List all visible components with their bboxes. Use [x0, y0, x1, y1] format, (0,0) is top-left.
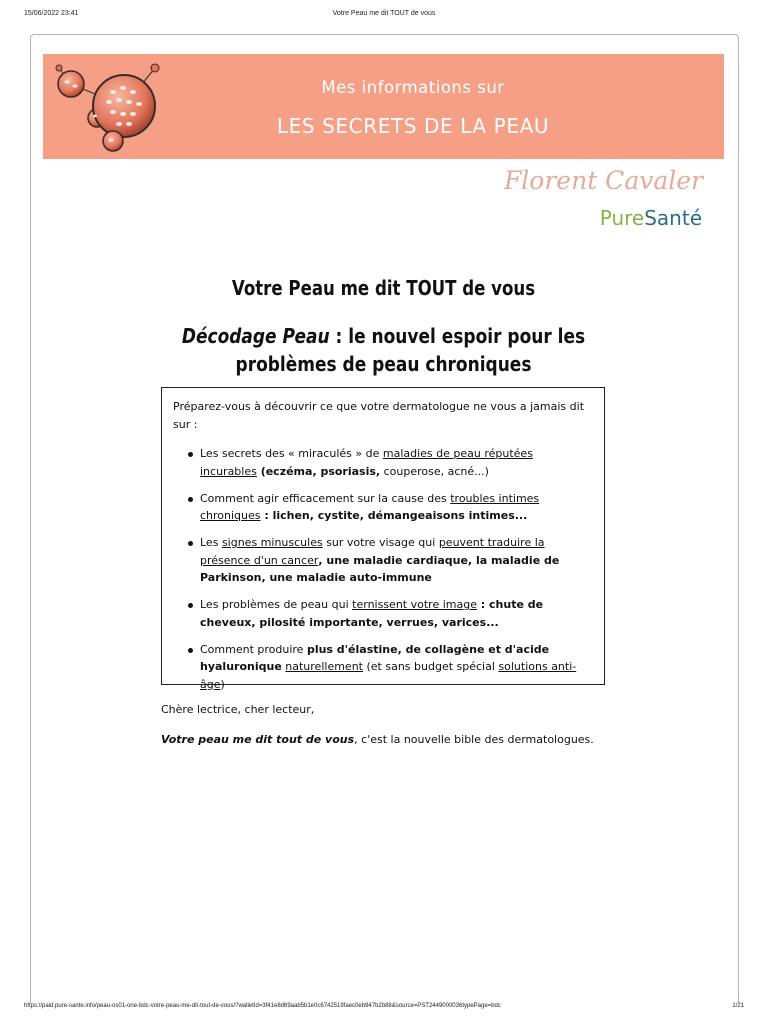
- header-banner: [43, 54, 724, 159]
- banner-subtitle: Mes informations sur: [321, 78, 505, 97]
- banner-title: LES SECRETS DE LA PEAU: [276, 114, 550, 138]
- subtitle: [94, 322, 673, 378]
- list-item: Comment produire plus d'élastine, de collagène et d'acide hyaluronique naturellement (et sans budget spécial solutions anti-âge): [173, 641, 593, 694]
- brand-part-1: Pure: [599, 206, 645, 230]
- book-title: Votre peau me dit tout de vous: [161, 733, 355, 746]
- skin-cells-illustration: [49, 62, 169, 154]
- author-signature: Florent Cavaler: [503, 166, 703, 195]
- list-item: Les signes minuscules sur votre visage qui peuvent traduire la présence d'un cancer, une maladie cardiaque, la maladie de Parkinson, une maladie auto-immune: [173, 534, 593, 587]
- list-item: Comment agir efficacement sur la cause des troubles intimes chroniques : lichen, cystite, démangeaisons intimes...: [173, 490, 593, 525]
- summary-list: [173, 445, 593, 703]
- greeting: Chère lectrice, cher lecteur,: [161, 703, 315, 716]
- summary-intro: Préparez-vous à découvrir ce que votre dermatologue ne vous a jamais dit sur :: [173, 400, 585, 431]
- list-item: Les problèmes de peau qui ternissent votre image : chute de cheveux, pilosité importante, verrues, varices...: [173, 596, 593, 631]
- body-paragraph: [161, 732, 721, 747]
- body-paragraph-rest: , c'est la nouvelle bible des dermatologues.: [354, 733, 594, 746]
- print-footer: [0, 1003, 768, 1015]
- print-url: https://paid.pure-sante.info/peau-os01-one-bdc-votre-peau-me-dit-tout-de-vous/?walletId=3f41e8d69aab5b1e0c6742519faec0eb947b2b88&source=PST2449000036typePage=bdc: [24, 1003, 501, 1009]
- summary-box: [161, 387, 605, 691]
- print-header: [0, 10, 768, 22]
- brand-logo: [540, 206, 702, 230]
- page-title: Votre Peau me dit TOUT de vous: [231, 276, 536, 300]
- print-date: 15/06/2022 23:41: [24, 10, 79, 17]
- print-title: Votre Peau me dit TOUT de vous: [332, 10, 436, 17]
- subtitle-rest: : le nouvel espoir pour les: [329, 324, 586, 348]
- page-number: 1/21: [732, 1003, 744, 1009]
- brand-part-2: Santé: [644, 206, 702, 230]
- list-item: Les secrets des « miraculés » de maladies de peau réputées incurables (eczéma, psoriasis, couperose, acné...): [173, 445, 593, 480]
- subtitle-italic: Décodage Peau: [181, 324, 330, 348]
- subtitle-line-2: problèmes de peau chroniques: [235, 352, 532, 376]
